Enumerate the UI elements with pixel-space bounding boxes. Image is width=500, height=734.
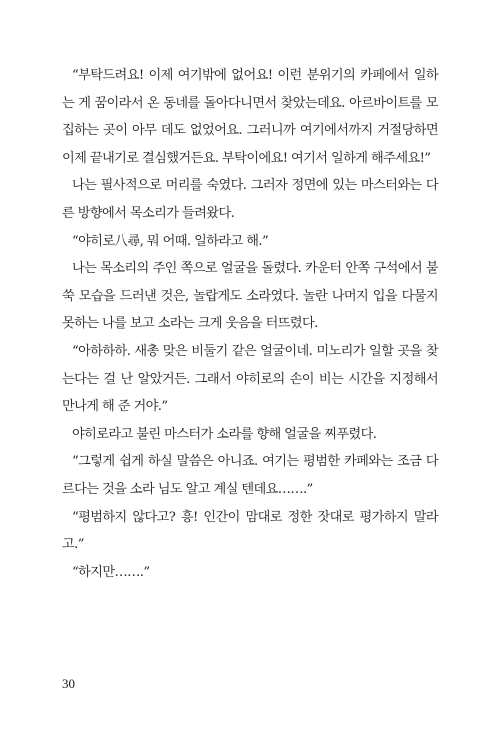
paragraph: “야히로八尋, 뭐 어때. 일하라고 해.” (72, 233, 269, 249)
paragraph: “하지만…….” (72, 564, 150, 580)
page-number: 30 (62, 676, 75, 691)
paragraph: 나는 필사적으로 머리를 숙였다. 그러자 정면에 있는 마스터와는 다른 방향에서 목소리가 들려왔다. (62, 178, 438, 221)
paragraph: “부탁드려요! 이제 여기밖에 없어요! 이런 분위기의 카페에서 일하는 게 꿈이라서 온 동네를 돌아다니면서 찾았는데요. 아르바이트를 모집하는 곳이 아무 데도 없었어요. 그러니까 여기에서까지 거절당하면 이제 끝내기로 결심했거든요. 부탁이에요! 여기서 일하게 해주세요!” (62, 68, 438, 166)
paragraph: 야히로라고 불린 마스터가 소라를 향해 얼굴을 찌푸렸다. (72, 426, 377, 442)
body-text (62, 62, 438, 586)
paragraph: “아하하하. 새총 맞은 비둘기 같은 얼굴이네. 미노리가 일할 곳을 찾는다는 걸 난 알았거든. 그래서 야히로의 손이 비는 시간을 지정해서 만나게 해 준 거야.” (62, 343, 438, 415)
paragraph: “그렇게 쉽게 하실 말씀은 아니죠. 여기는 평범한 카페와는 조금 다르다는 것을 소라 님도 알고 계실 텐데요…….” (62, 454, 438, 497)
paragraph: “평범하지 않다고? 흥! 인간이 맘대로 정한 잣대로 평가하지 말라고.” (62, 509, 438, 553)
paragraph: 나는 목소리의 주인 쪽으로 얼굴을 돌렸다. 카운터 안쪽 구석에서 불쑥 모습을 드러낸 것은, 놀랍게도 소라였다. 놀란 나머지 입을 다물지 못하는 나를 보고 소라는 크게 웃음을 터뜨렸다. (62, 261, 438, 332)
